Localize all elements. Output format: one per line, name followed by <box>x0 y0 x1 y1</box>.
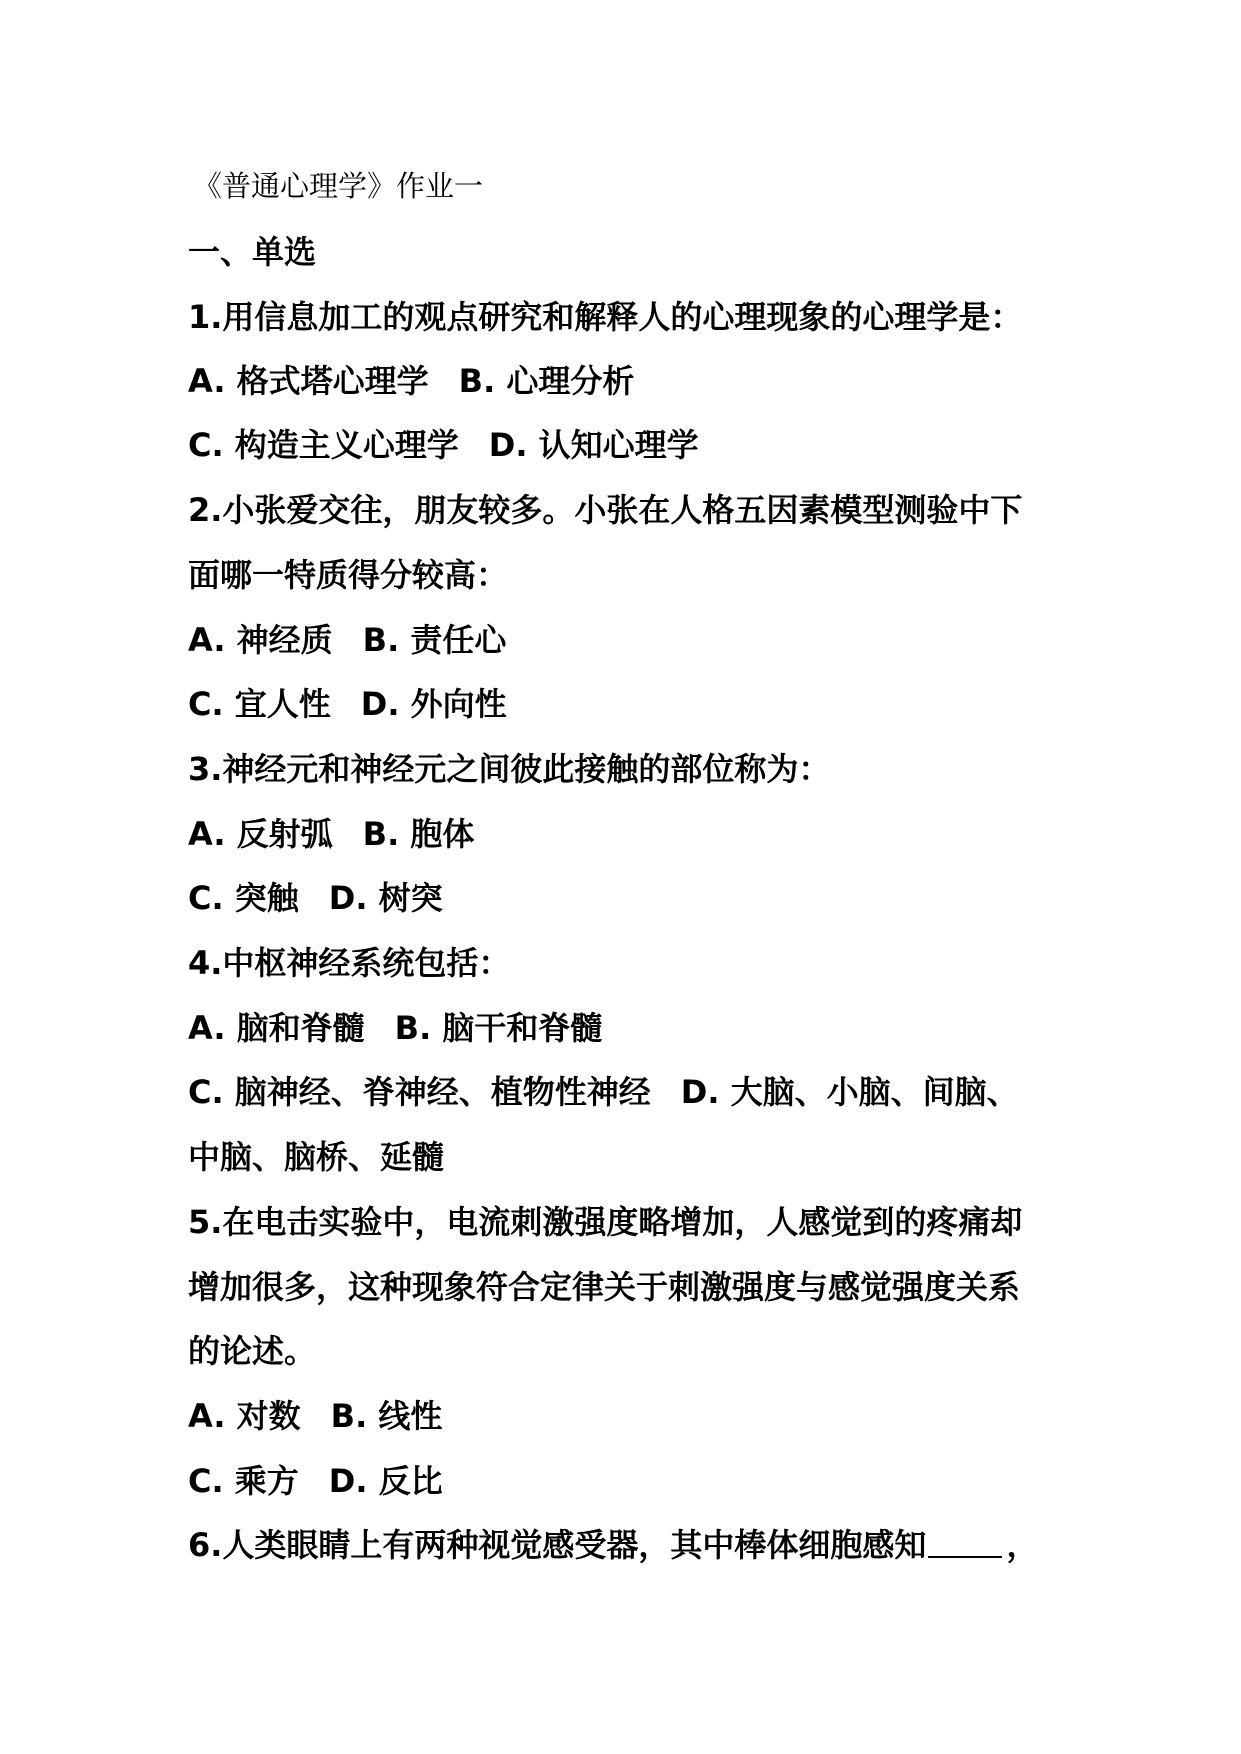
question-2-stem-line-1: 2.小张爱交往，朋友较多。小张在人格五因素模型测验中下 <box>188 491 1023 529</box>
question-5-options-row-2 <box>188 1459 443 1503</box>
question-6-stem-punctuation: ， <box>1006 1526 1039 1564</box>
question-2-option-c: C. 宜人性 <box>188 685 331 723</box>
answer-blank <box>928 1556 1002 1558</box>
question-4-option-a: A. 脑和脊髓 <box>188 1009 365 1047</box>
question-6-stem <box>188 1523 1038 1567</box>
question-3-options-row-1 <box>188 812 474 856</box>
question-3-option-a: A. 反射弧 <box>188 815 333 853</box>
question-5-options-row-1 <box>188 1394 442 1438</box>
question-3-option-d: D. 树突 <box>328 879 443 917</box>
question-1-stem: 1.用信息加工的观点研究和解释人的心理现象的心理学是： <box>188 298 1023 336</box>
question-1-option-a: A. 格式塔心理学 <box>188 362 429 400</box>
question-3-option-c: C. 突触 <box>188 879 299 917</box>
question-2-option-d: D. 外向性 <box>360 685 507 723</box>
question-4-option-d-line-2: 中脑、脑桥、延髓 <box>188 1138 445 1176</box>
section-heading: 一、单选 <box>188 233 317 271</box>
question-3-option-b: B. 胞体 <box>362 815 475 853</box>
question-3-options-row-2 <box>188 876 443 920</box>
question-5-option-d: D. 反比 <box>328 1462 443 1500</box>
question-1-option-c: C. 构造主义心理学 <box>188 426 459 464</box>
question-5-stem-line-3: 的论述。 <box>188 1332 317 1370</box>
question-2-options-row-2 <box>188 682 507 726</box>
question-1-option-d: D. 认知心理学 <box>488 426 699 464</box>
question-4-option-c: C. 脑神经、脊神经、植物性神经 <box>188 1073 651 1111</box>
question-1-options-row-2 <box>188 423 699 467</box>
question-5-option-a: A. 对数 <box>188 1397 301 1435</box>
question-4-option-b: B. 脑干和脊髓 <box>394 1009 603 1047</box>
question-4-stem: 4.中枢神经系统包括： <box>188 944 511 982</box>
question-3-stem: 3.神经元和神经元之间彼此接触的部位称为： <box>188 750 831 788</box>
question-5-stem-line-1: 5.在电击实验中，电流刺激强度略增加，人感觉到的疼痛却 <box>188 1203 1023 1241</box>
question-1-option-b: B. 心理分析 <box>458 362 635 400</box>
question-4-options-row-1 <box>188 1006 602 1050</box>
question-2-option-a: A. 神经质 <box>188 621 333 659</box>
question-2-options-row-1 <box>188 618 506 662</box>
question-4-options-row-2 <box>188 1070 1019 1114</box>
question-2-option-b: B. 责任心 <box>362 621 507 659</box>
question-5-option-c: C. 乘方 <box>188 1462 299 1500</box>
question-1-options-row-1 <box>188 359 634 403</box>
question-2-stem-line-2: 面哪一特质得分较高： <box>188 556 509 594</box>
question-5-stem-line-2: 增加很多，这种现象符合定律关于刺激强度与感觉强度关系 <box>188 1268 1021 1306</box>
question-5-option-b: B. 线性 <box>330 1397 443 1435</box>
question-6-stem-text: 6.人类眼睛上有两种视觉感受器，其中棒体细胞感知 <box>188 1526 927 1564</box>
question-4-option-d-line-1: D. 大脑、小脑、间脑、 <box>680 1073 1019 1111</box>
document-title: 《普通心理学》作业一 <box>193 169 484 203</box>
